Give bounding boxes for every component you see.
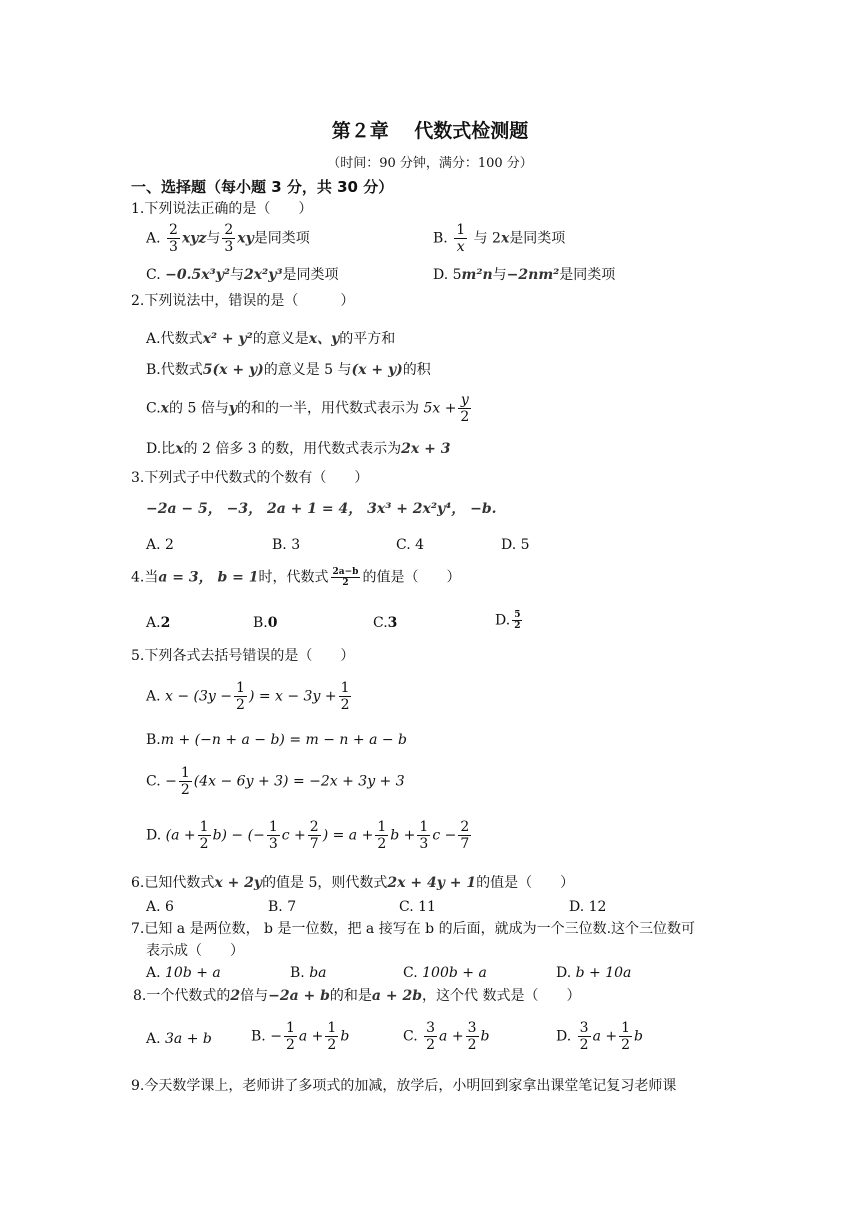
question-1-option-a: A. $\frac{2}{3}$ xyz与 $\frac{2}{3}$ xy是同类项 — [146, 222, 310, 255]
question-4-option-a: A.2 — [146, 615, 171, 631]
question-7-stem-line1: 7.已知 a 是两位数， b 是一位数，把 a 接写在 b 的后面，就成为一个三位数.这个三位数可 — [131, 921, 696, 937]
question-3-option-b: B. 3 — [272, 537, 301, 553]
question-7-stem-line2: 表示成（ ） — [146, 943, 244, 959]
question-2-option-d: D.比x的 2 倍多 3 的数，用代数式表示为2x + 3 — [146, 441, 451, 457]
question-6-option-c: C. 11 — [399, 899, 436, 915]
question-3-option-d: D. 5 — [501, 537, 530, 553]
question-5-option-b: B.m + (−n + a − b) = m − n + a − b — [146, 732, 408, 748]
question-2-option-b: B.代数式5(x + y)的意义是 5 与(x + y)的积 — [146, 362, 431, 378]
question-1-option-b: B. $\frac{1}{x}$ 与 2x是同类项 — [433, 222, 566, 255]
page-subtitle: （时间：90 分钟，满分：100 分） — [327, 156, 533, 171]
question-7-option-b: B. ba — [290, 965, 327, 981]
section-heading: 一、选择题（每小题 3 分，共 30 分） — [131, 178, 394, 196]
question-6-option-a: A. 6 — [146, 899, 174, 915]
question-6-option-d: D. 12 — [569, 899, 607, 915]
question-6-option-b: B. 7 — [268, 899, 297, 915]
question-8-option-d: D. $\frac{3}{2}$ a + $\frac{1}{2}$ b — [556, 1020, 643, 1053]
question-5-stem: 5.下列各式去括号错误的是（ ） — [131, 648, 355, 664]
question-3-stem: 3.下列式子中代数式的个数有（ ） — [131, 470, 369, 486]
question-6-stem: 6.已知代数式x + 2y的值是 5，则代数式2x + 4y + 1的值是（ ） — [131, 875, 575, 891]
question-7-option-d: D. b + 10a — [556, 965, 632, 981]
question-7-option-a: A. 10b + a — [146, 965, 221, 981]
page-title: 第２章 代数式检测题 — [331, 120, 529, 142]
question-1-stem: 1.下列说法正确的是（ ） — [131, 201, 313, 217]
question-1-option-c: C. −0.5x³y²与2x²y³是同类项 — [146, 267, 339, 283]
question-2-option-a: A.代数式x² + y²的意义是x、y的平方和 — [146, 331, 396, 347]
question-3-expression: −2a − 5， −3， 2a + 1 = 4， 3x³ + 2x²y⁴， −b. — [146, 501, 497, 517]
question-4-option-c: C.3 — [373, 615, 398, 631]
question-4-option-d: D. $\frac{5}{2}$ — [495, 610, 521, 631]
question-8-option-c: C. $\frac{3}{2}$ a + $\frac{3}{2}$ b — [403, 1020, 490, 1053]
question-5-option-c: C. − $\frac{1}{2}$ (4x − 6y + 3) = −2x + 3y + 3 — [146, 765, 405, 798]
question-5-option-a: A. x − (3y − $\frac{1}{2}$ ) = x − 3y + $\frac{1}{2}$ — [146, 680, 350, 713]
question-7-option-c: C. 100b + a — [403, 965, 487, 981]
question-2-stem: 2.下列说法中，错误的是（ ） — [131, 293, 355, 309]
question-2-option-c: C.x的 5 倍与y的和的一半，用代数式表示为 5x + $\frac{y}{2}$ — [146, 392, 470, 425]
question-4-option-b: B.0 — [253, 615, 278, 631]
question-3-option-a: A. 2 — [146, 537, 174, 553]
question-8-option-a: A. 3a + b — [146, 1031, 212, 1047]
question-8-stem: 8.一个代数式的2倍与−2a + b的和是a + 2b，这个代 数式是（ ） — [133, 988, 581, 1004]
question-1-option-d: D. 5m²n与−2nm²是同类项 — [433, 267, 616, 283]
question-3-option-c: C. 4 — [396, 537, 425, 553]
question-9-stem-line1: 9.今天数学课上，老师讲了多项式的加减，放学后，小明回到家拿出课堂笔记复习老师课 — [131, 1078, 677, 1094]
question-8-option-b: B. − $\frac{1}{2}$ a + $\frac{1}{2}$ b — [251, 1020, 350, 1053]
question-5-option-d: D. (a + $\frac{1}{2}$ b) − (− $\frac{1}{3}$ c + $\frac{2}{7}$ ) = a + $\frac{1}{2}$ b + $\frac{1}{3}$ c − $\frac{2}{7}$ — [146, 819, 470, 852]
question-4-stem: 4.当a = 3， b = 1时，代数式 $\frac{2a-b}{2}$ 的值是（ ） — [131, 567, 461, 588]
